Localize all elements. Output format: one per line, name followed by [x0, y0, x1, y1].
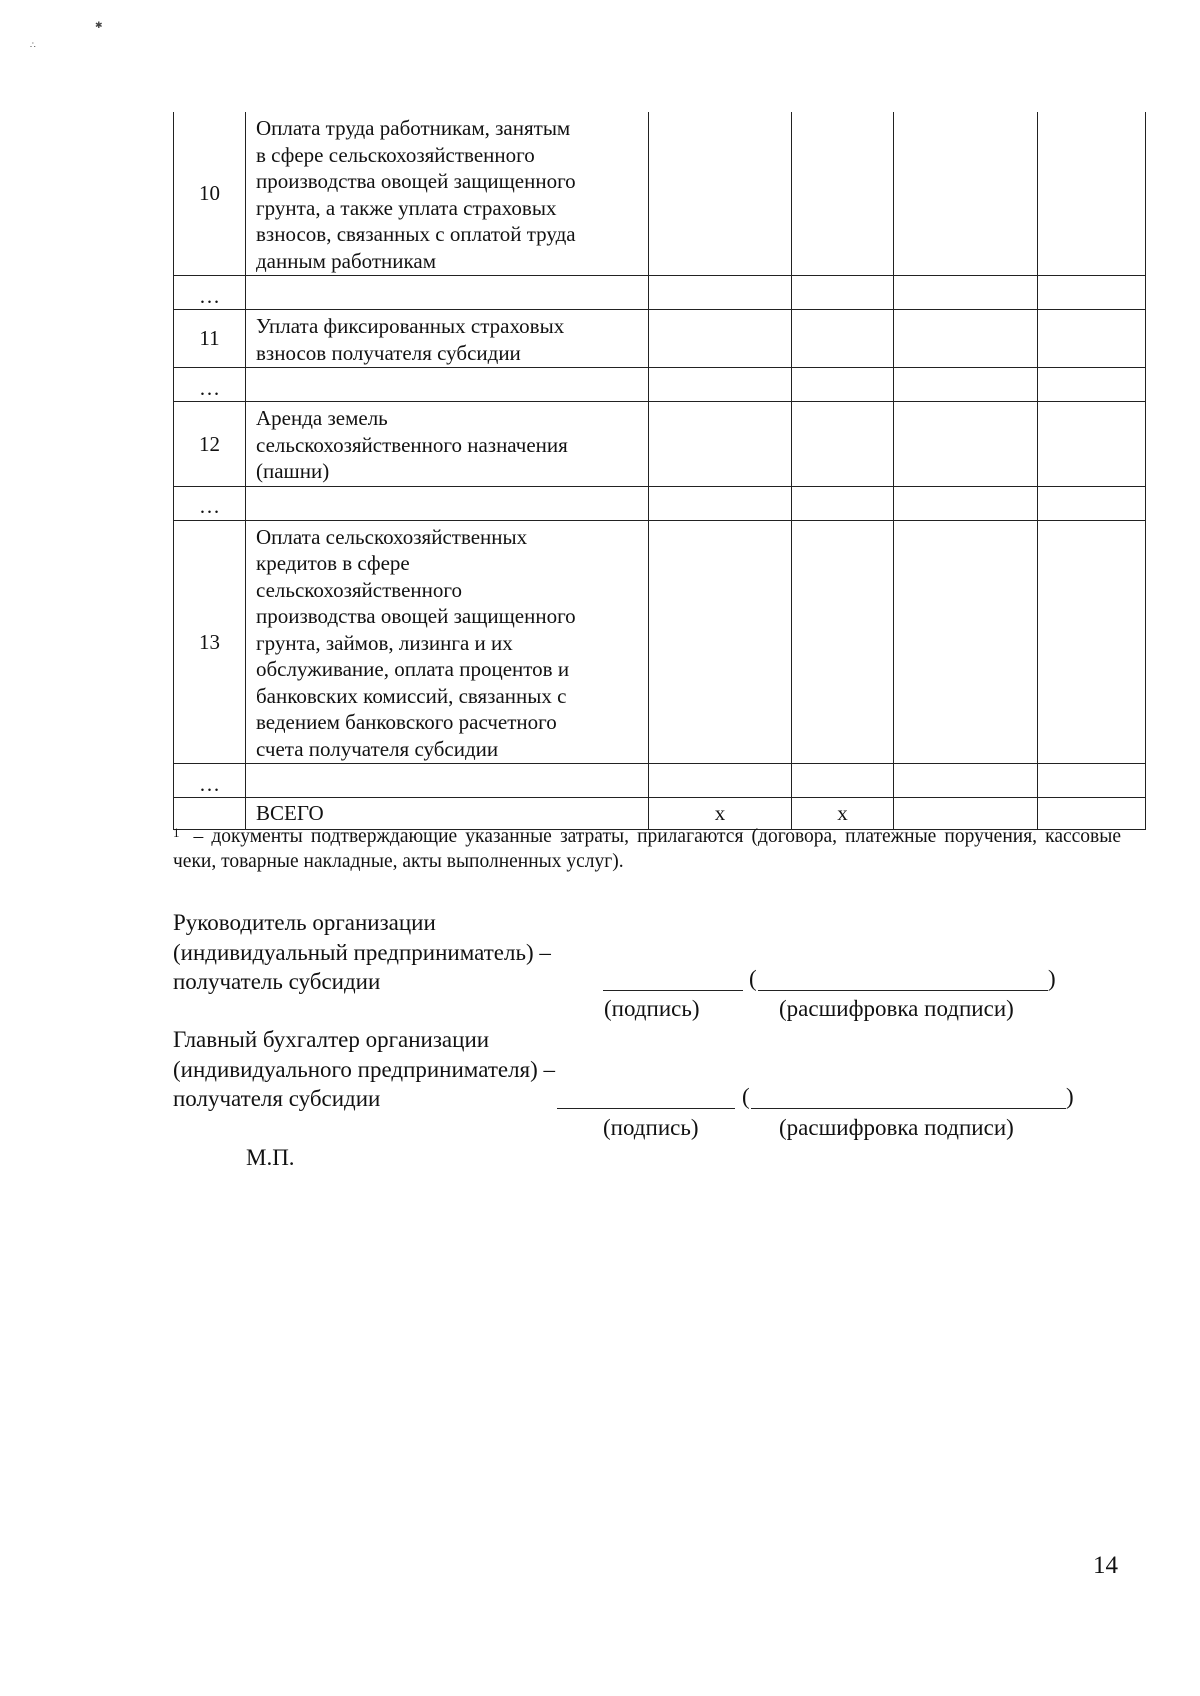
table-cell	[894, 764, 1038, 798]
table-cell	[1038, 520, 1146, 764]
table-cell	[649, 112, 792, 276]
table-cell	[246, 764, 649, 798]
table-cell	[649, 368, 792, 402]
expense-table	[173, 112, 1146, 830]
table-row	[174, 112, 1146, 276]
head-signature-label: Руководитель организации (индивидуальный предприниматель) – получатель субсидии	[173, 910, 551, 994]
head-decoding-line	[758, 990, 1048, 991]
expense-name: Уплата фиксированных страховых взносов получателя субсидии	[246, 310, 649, 368]
table-cell	[894, 520, 1038, 764]
table-cell	[1038, 764, 1146, 798]
row-number: 13	[174, 520, 246, 764]
row-number: 10	[174, 112, 246, 276]
table-cell	[894, 112, 1038, 276]
accountant-decoding-caption: (расшифровка подписи)	[779, 1115, 1014, 1140]
table-cell	[894, 368, 1038, 402]
row-ellipsis: …	[174, 368, 246, 402]
head-decoding-caption: (расшифровка подписи)	[779, 996, 1014, 1021]
table-cell	[894, 402, 1038, 487]
accountant-signature-label: Главный бухгалтер организации (индивидуального предпринимателя) – получателя субсидии	[173, 1027, 556, 1111]
head-signature-line	[603, 990, 743, 991]
table-cell	[792, 368, 894, 402]
row-ellipsis: …	[174, 276, 246, 310]
table-row-ellipsis	[174, 368, 1146, 402]
table-cell	[1038, 310, 1146, 368]
expense-name: Оплата труда работникам, занятым в сфере сельскохозяйственного производства овощей защищенного грунта, а также уплата страховых взносов, связанных с оплатой труда данным работникам	[246, 112, 649, 276]
total-cell: х	[649, 798, 792, 830]
table-cell	[894, 310, 1038, 368]
head-close-paren: )	[1048, 966, 1056, 991]
accountant-decoding-line	[751, 1108, 1066, 1109]
table-cell	[1038, 276, 1146, 310]
accountant-open-paren: (	[742, 1084, 750, 1109]
table-cell	[1038, 368, 1146, 402]
table-cell	[649, 764, 792, 798]
expense-name: Аренда земель сельскохозяйственного назначения (пашни)	[246, 402, 649, 487]
table-cell	[649, 520, 792, 764]
table-cell	[649, 310, 792, 368]
table-cell	[246, 486, 649, 520]
head-signature-caption: (подпись)	[604, 996, 700, 1021]
page-number: 14	[1093, 1552, 1118, 1579]
table-cell	[246, 276, 649, 310]
table-cell	[792, 310, 894, 368]
accountant-close-paren: )	[1066, 1084, 1074, 1109]
footnote-mark: 1	[173, 825, 180, 840]
table-row	[174, 310, 1146, 368]
scan-speck: ✱	[95, 20, 103, 30]
expense-name: Оплата сельскохозяйственных кредитов в сфере сельскохозяйственного производства овощей защищенного грунта, займов, лизинга и их обслуживание, оплата процентов и банковских комиссий, связанных с ведением банковского расчетного счета получателя субсидии	[246, 520, 649, 764]
row-number: 12	[174, 402, 246, 487]
table-cell	[792, 486, 894, 520]
accountant-signature-line	[557, 1108, 735, 1109]
table-row-ellipsis	[174, 764, 1146, 798]
row-ellipsis: …	[174, 486, 246, 520]
table-cell	[1038, 112, 1146, 276]
stamp-place: М.П.	[246, 1145, 295, 1170]
table-cell	[894, 486, 1038, 520]
accountant-signature-caption: (подпись)	[603, 1115, 699, 1140]
table-cell	[246, 368, 649, 402]
table-cell	[894, 276, 1038, 310]
table-cell	[649, 276, 792, 310]
total-cell: х	[792, 798, 894, 830]
table-cell	[649, 486, 792, 520]
table-cell	[1038, 402, 1146, 487]
table-cell	[792, 276, 894, 310]
scan-speck: ∴	[30, 40, 36, 50]
table-cell	[1038, 486, 1146, 520]
row-ellipsis: …	[174, 764, 246, 798]
table-cell	[792, 520, 894, 764]
row-number: 11	[174, 310, 246, 368]
footnote-text: – документы подтверждающие указанные затраты, прилагаются (договора, платежные поручения, кассовые чеки, товарные накладные, акты выполненных услуг).	[173, 826, 1121, 872]
head-open-paren: (	[749, 966, 757, 991]
table-cell	[792, 112, 894, 276]
table-row	[174, 520, 1146, 764]
table-row-ellipsis	[174, 486, 1146, 520]
table-cell	[792, 764, 894, 798]
table-row	[174, 402, 1146, 487]
table-cell	[792, 402, 894, 487]
table-row-ellipsis	[174, 276, 1146, 310]
total-label: ВСЕГО	[246, 798, 649, 830]
table-cell	[649, 402, 792, 487]
footnote	[173, 824, 1121, 874]
